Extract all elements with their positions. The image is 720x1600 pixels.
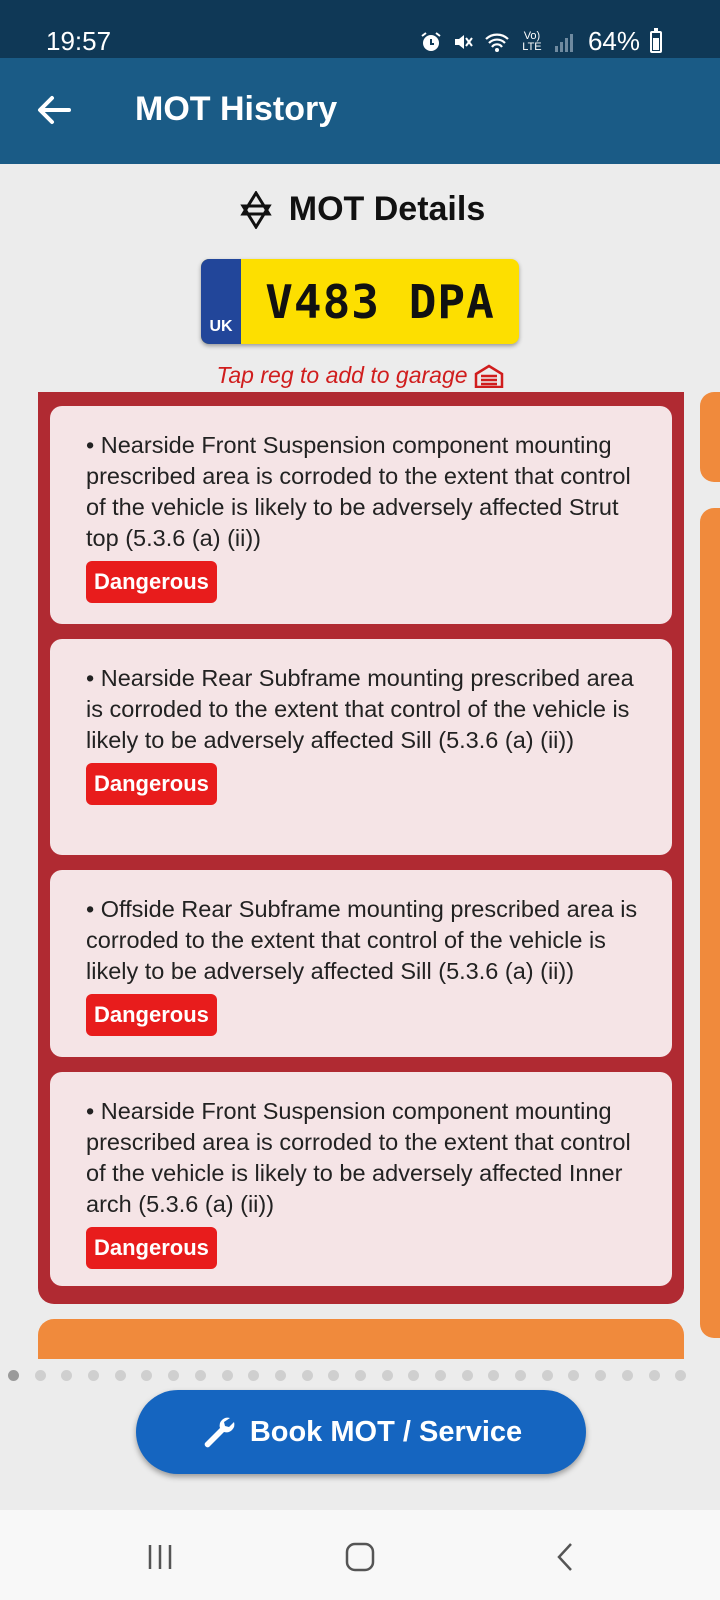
page-dot[interactable] [462,1370,473,1381]
severity-badge: Dangerous [86,1227,217,1269]
page-dot[interactable] [355,1370,366,1381]
page-dot[interactable] [675,1370,686,1381]
plate-number: V483 DPA [265,275,495,329]
page-dot[interactable] [115,1370,126,1381]
severity-badge: Dangerous [86,994,217,1036]
page-dot[interactable] [542,1370,553,1381]
registration-plate[interactable] [201,259,519,344]
system-nav-bar [0,1510,720,1600]
next-card-peek-top [700,392,720,482]
status-icons [420,26,662,57]
page-dot[interactable] [328,1370,339,1381]
defect-text: • Offside Rear Subframe mounting prescribed area is corroded to the extent that control of the vehicle is likely to be adversely affected Sill (5.3.6 (a) (ii)) [86,896,638,984]
page-dot[interactable] [141,1370,152,1381]
severity-badge: Dangerous [86,561,217,603]
page-dot[interactable] [248,1370,259,1381]
page-dot[interactable] [8,1370,19,1381]
defects-panel [38,392,684,1304]
recent-apps-icon [145,1543,175,1571]
wrench-icon [200,1414,236,1450]
add-to-garage-hint[interactable] [0,362,720,389]
page-dot[interactable] [35,1370,46,1381]
mot-triangles-icon [235,191,277,229]
home-icon [344,1541,376,1573]
nav-back-button[interactable] [545,1540,585,1574]
page-dot[interactable] [222,1370,233,1381]
page-dot[interactable] [408,1370,419,1381]
page-dot[interactable] [649,1370,660,1381]
book-mot-service-label: Book MOT / Service [249,1415,523,1448]
mot-details-title: MOT Details [288,190,486,228]
severity-badge: Dangerous [86,763,217,805]
app-bar [0,58,720,164]
page-dot[interactable] [568,1370,579,1381]
defect-card [50,1072,672,1286]
page-dot[interactable] [195,1370,206,1381]
page-dot[interactable] [382,1370,393,1381]
page-dot[interactable] [302,1370,313,1381]
battery-icon [650,31,662,53]
status-time: 19:57 [46,26,112,56]
page-dot[interactable] [595,1370,606,1381]
page-dot[interactable] [88,1370,99,1381]
page-dot[interactable] [622,1370,633,1381]
signal-icon [554,31,574,53]
defect-text: • Nearside Front Suspension component mounting prescribed area is corroded to the extent that control of the vehicle is likely to be adversely affected Inner arch (5.3.6 (a) (ii)) [86,1098,631,1217]
wifi-icon [484,31,510,53]
next-section-peek [38,1319,684,1359]
page-dot[interactable] [61,1370,72,1381]
page-dot[interactable] [275,1370,286,1381]
defect-card [50,639,672,855]
add-to-garage-label: Tap reg to add to garage [216,362,468,388]
mute-icon [452,31,474,53]
page-dot[interactable] [515,1370,526,1381]
book-mot-service-button[interactable] [136,1390,586,1474]
defect-text: • Nearside Rear Subframe mounting prescribed area is corroded to the extent that control of the vehicle is likely to be adversely affected Sill (5.3.6 (a) (ii)) [86,665,634,753]
mot-details-header [0,190,720,229]
defect-card [50,870,672,1057]
page-title: MOT History [135,90,338,128]
page-dot[interactable] [435,1370,446,1381]
lte-icon: Vo) LTE [522,29,542,53]
battery-percent: 64% [587,26,640,56]
page-dot[interactable] [488,1370,499,1381]
garage-icon [474,364,504,388]
defect-card [50,406,672,624]
recent-apps-button[interactable] [140,1540,180,1574]
page-indicator[interactable] [8,1370,686,1381]
back-button[interactable] [34,90,74,130]
page-dot[interactable] [168,1370,179,1381]
back-icon [554,1541,576,1573]
next-card-peek [700,508,720,1338]
defect-text: • Nearside Front Suspension component mounting prescribed area is corroded to the extent that control of the vehicle is likely to be adversely affected Strut top (5.3.6 (a) (ii)) [86,432,631,551]
plate-country: UK [209,318,233,335]
home-button[interactable] [340,1540,380,1574]
alarm-icon [420,31,442,53]
status-bar [0,0,720,58]
arrow-left-icon [37,95,71,125]
